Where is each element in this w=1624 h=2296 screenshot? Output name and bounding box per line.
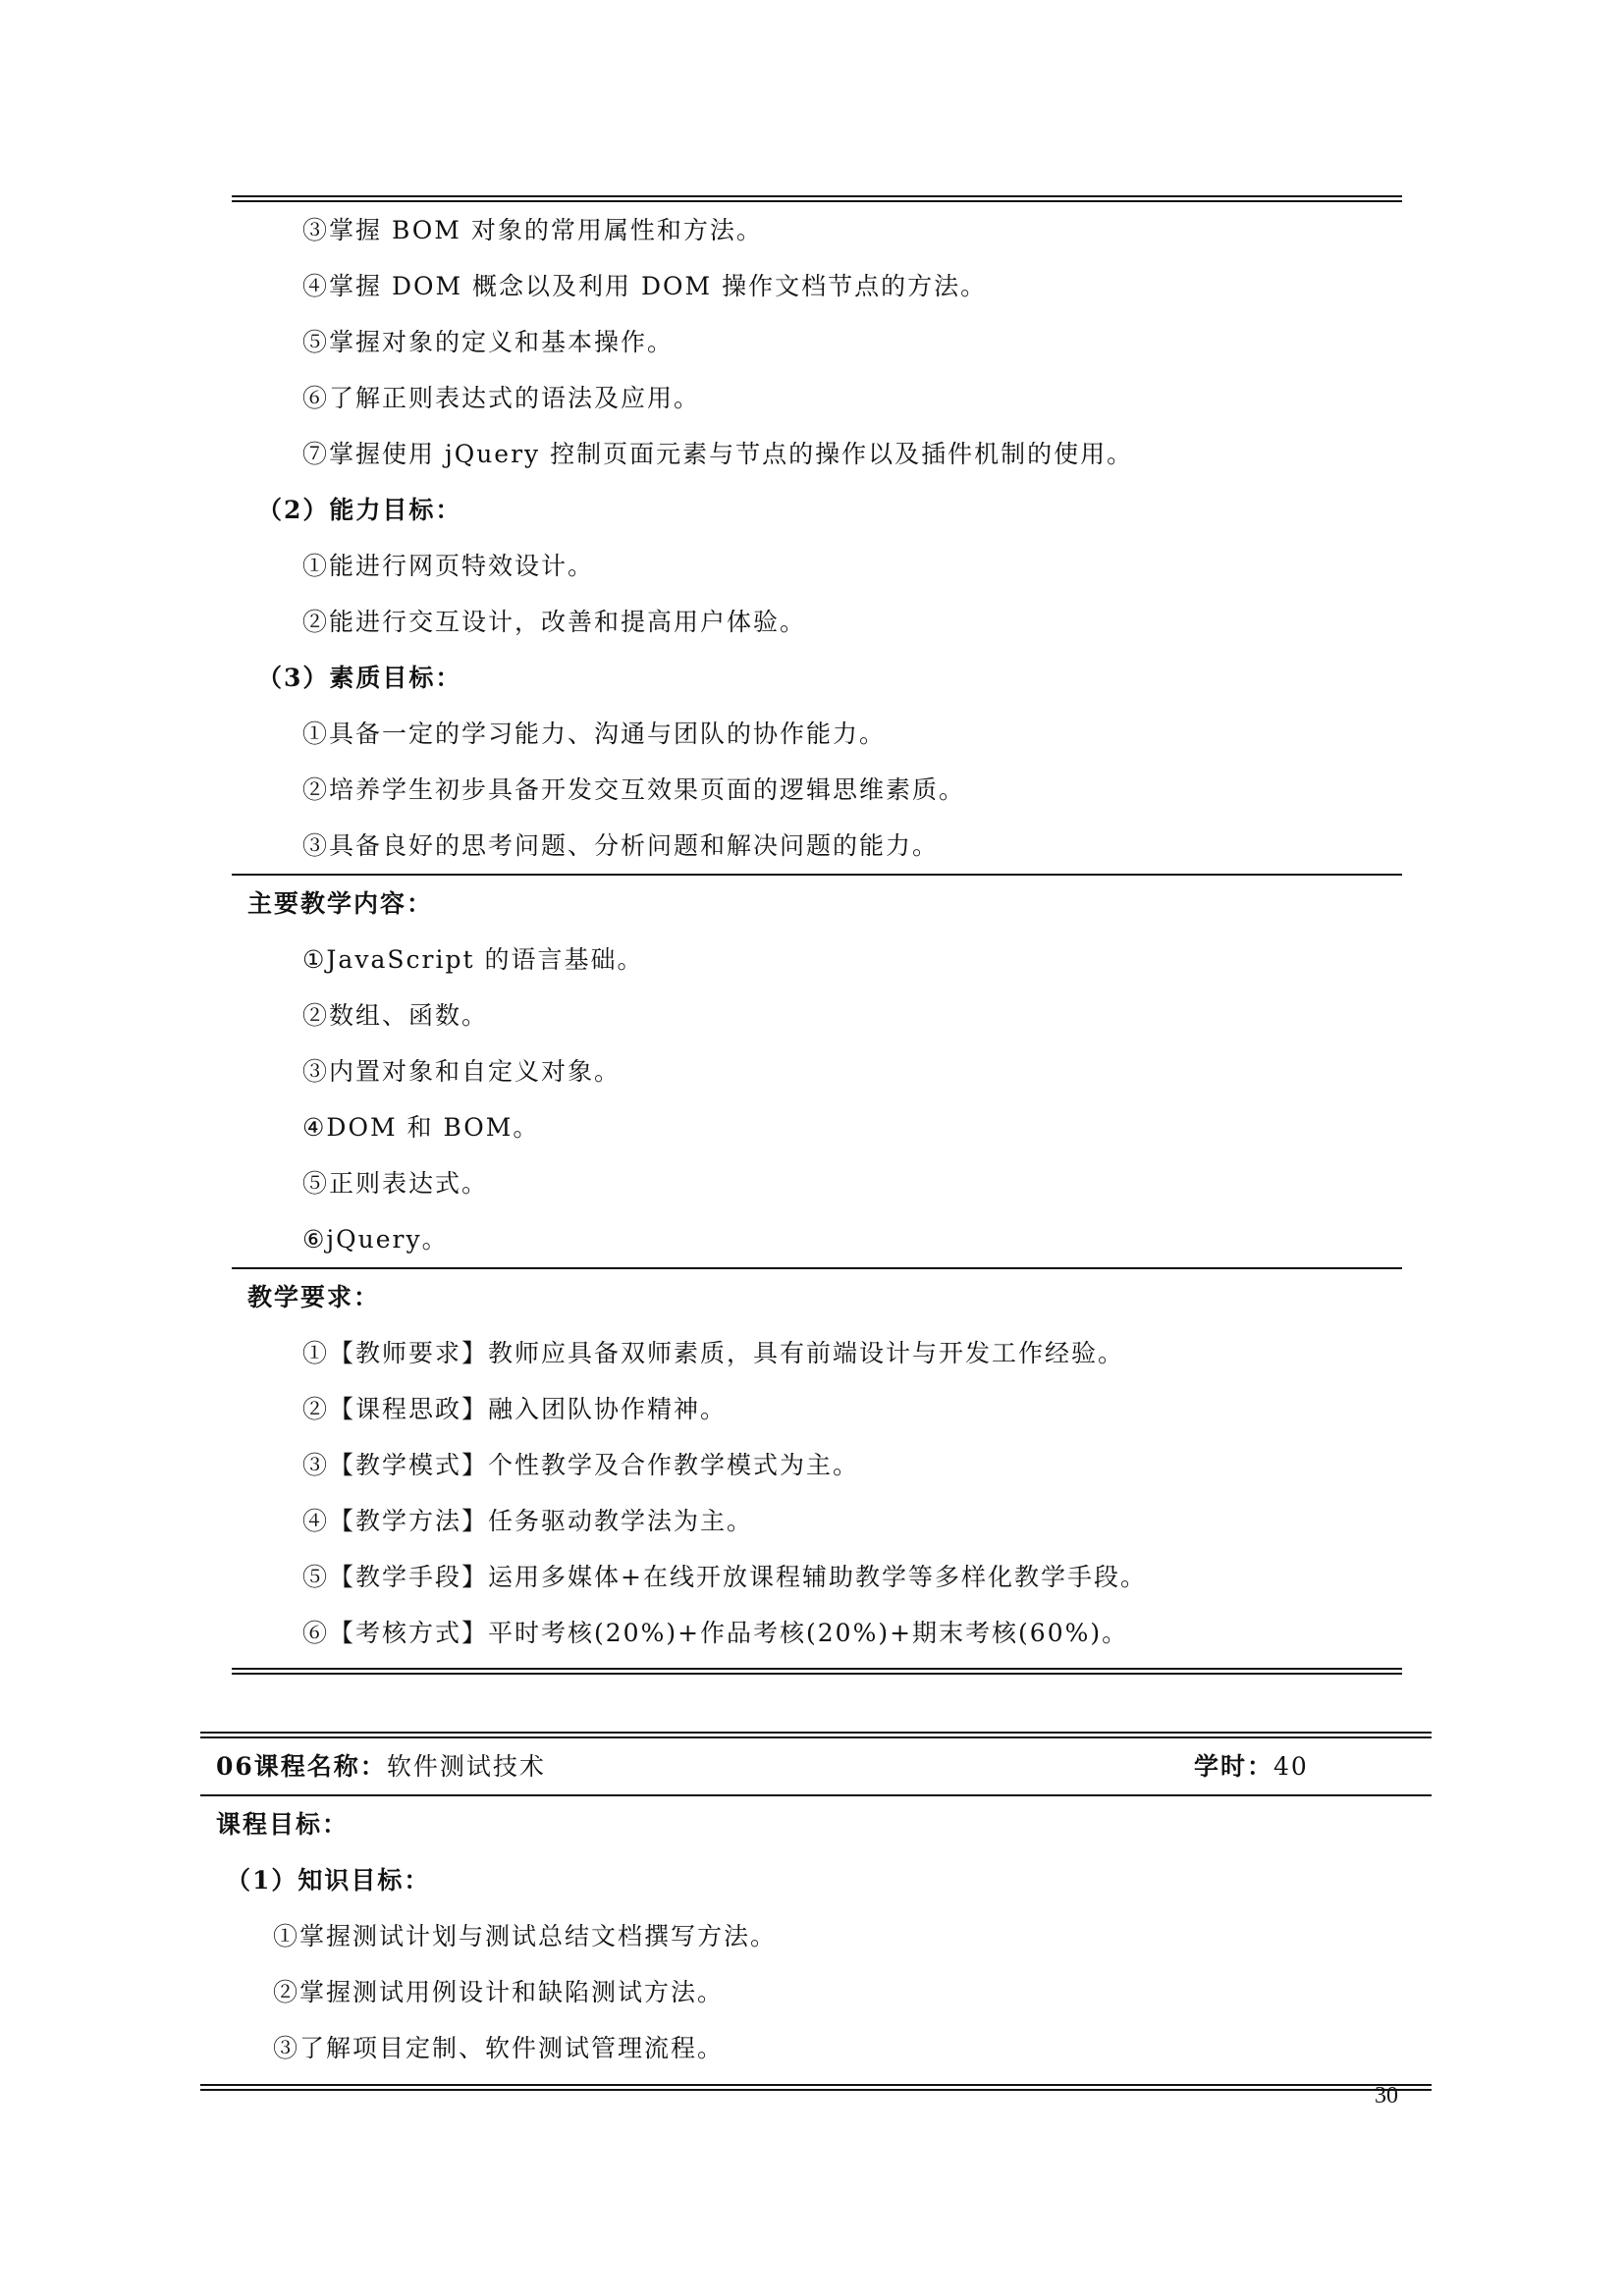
course-06-bottom-rule [200,2084,1432,2091]
top-double-rule [232,195,1402,202]
requirement-item-1: ①【教师要求】教师应具备双师素质，具有前端设计与开发工作经验。 [302,1339,1125,1367]
course-number: 06 [216,1752,254,1781]
knowledge-item-5: ⑤掌握对象的定义和基本操作。 [302,328,675,356]
quality-item-1: ①具备一定的学习能力、沟通与团队的协作能力。 [302,720,887,748]
section-end-double-rule [232,1668,1402,1675]
course-06-knowledge-item-1: ①掌握测试计划与测试总结文档撰写方法。 [273,1922,778,1950]
teaching-content-heading: 主要教学内容： [247,889,434,918]
ability-item-1: ①能进行网页特效设计。 [302,552,595,580]
ability-item-2: ②能进行交互设计，改善和提高用户体验。 [302,608,807,636]
content-item-2: ②数组、函数。 [302,1001,489,1030]
course-06-section [200,1732,1432,2091]
knowledge-item-3: ③掌握 BOM 对象的常用属性和方法。 [302,216,763,244]
content-item-3: ③内置对象和自定义对象。 [302,1057,622,1086]
requirement-item-5: ⑤【教学手段】运用多媒体+在线开放课程辅助教学等多样化教学手段。 [302,1563,1147,1591]
hours-value: 40 [1273,1752,1309,1781]
course-name: 软件测试技术 [386,1752,546,1781]
quality-heading: （3）素质目标： [257,664,462,692]
course-hours-cell [1194,1738,1309,1794]
requirement-item-6: ⑥【考核方式】平时考核(20%)+作品考核(20%)+期末考核(60%)。 [302,1619,1129,1647]
quality-item-2: ②培养学生初步具备开发交互效果页面的逻辑思维素质。 [302,775,966,804]
requirement-item-4: ④【教学方法】任务驱动教学法为主。 [302,1507,754,1535]
content-item-6: ⑥jQuery。 [302,1225,449,1254]
hours-label: 学时： [1194,1752,1274,1781]
teaching-requirements-heading: 教学要求： [247,1283,381,1311]
course-06-top-rule [200,1732,1432,1738]
knowledge-heading: （1）知识目标： [226,1866,431,1895]
course-06-name-cell [216,1738,546,1794]
course-06-title-row [200,1738,1432,1794]
objectives-heading: 课程目标： [216,1810,350,1839]
quality-item-3: ③具备良好的思考问题、分析问题和解决问题的能力。 [302,831,940,860]
content-item-5: ⑤正则表达式。 [302,1169,489,1198]
knowledge-item-4: ④掌握 DOM 概念以及利用 DOM 操作文档节点的方法。 [302,272,988,300]
knowledge-item-7: ⑦掌握使用 jQuery 控制页面元素与节点的操作以及插件机制的使用。 [302,440,1134,468]
course-05-section [232,195,1402,1675]
ability-heading: （2）能力目标： [257,496,462,524]
knowledge-item-6: ⑥了解正则表达式的语法及应用。 [302,384,701,412]
course-06-knowledge-item-3: ③了解项目定制、软件测试管理流程。 [273,2034,725,2062]
requirement-item-2: ②【课程思政】融入团队协作精神。 [302,1395,728,1423]
course-name-label: 课程名称： [253,1752,387,1781]
course-06-knowledge-item-2: ②掌握测试用例设计和缺陷测试方法。 [273,1978,725,2006]
requirement-item-3: ③【教学模式】个性教学及合作教学模式为主。 [302,1451,860,1479]
content-item-1: ①JavaScript 的语言基础。 [302,945,644,974]
page-number: 30 [1375,2083,1398,2109]
content-item-4: ④DOM 和 BOM。 [302,1113,540,1142]
